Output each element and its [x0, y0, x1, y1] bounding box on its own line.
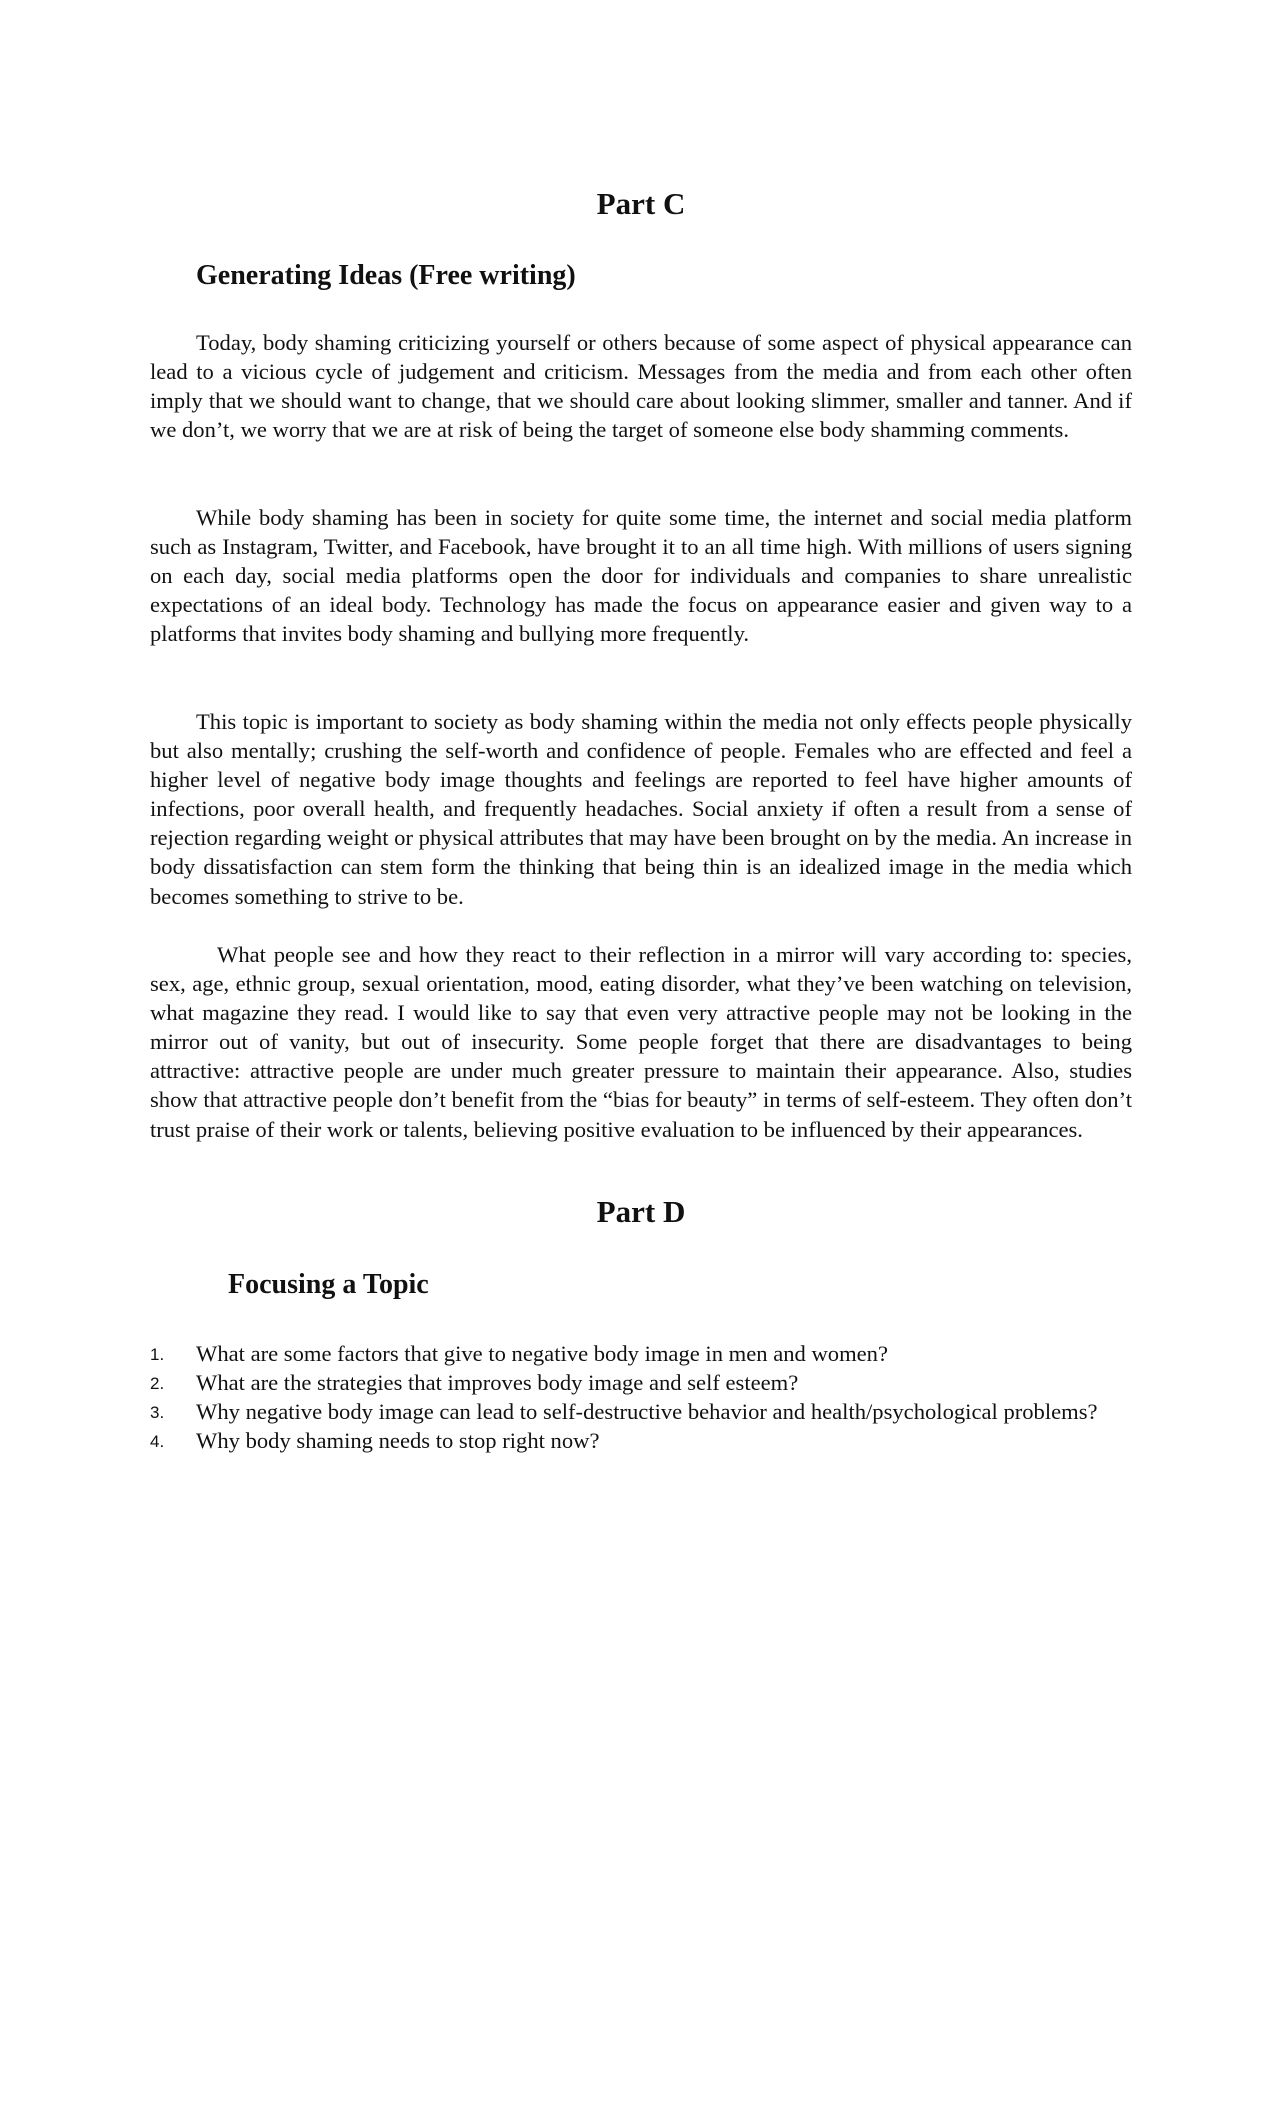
list-item-text: Why negative body image can lead to self-destructive behavior and health/psychological problems?	[196, 1399, 1098, 1425]
part-c-paragraph-4: What people see and how they react to their reflection in a mirror will vary according to: species, sex, age, ethnic group, sexual orientation, mood, eating disorder, what they’ve been watching on television, what magazine they read. I would like to say that even very attractive people may not be looking in the mirror out of vanity, but out of insecurity. Some people forget that there are disadvantages to being attractive: attractive people are under much greater pressure to maintain their appearance. Also, studies show that attractive people don’t benefit from the “bias for beauty” in terms of self-esteem. They often don’t trust praise of their work or talents, believing positive evaluation to be influenced by their appearances.	[150, 942, 1132, 1142]
part-c-paragraph-2: While body shaming has been in society for quite some time, the internet and social media platform such as Instagram, Twitter, and Facebook, have brought it to an all time high. With millions of users signing on each day, social media platforms open the door for individuals and companies to share unrealistic expectations of an ideal body. Technology has made the focus on appearance easier and given way to a platforms that invites body shaming and bullying more frequently.	[150, 505, 1132, 647]
part-c-paragraph-1: Today, body shaming criticizing yourself or others because of some aspect of physical appearance can lead to a vicious cycle of judgement and criticism. Messages from the media and from each other often imply that we should want to change, that we should care about looking slimmer, smaller and tanner. And if we don’t, we worry that we are at risk of being the target of someone else body shamming comments.	[150, 330, 1132, 443]
list-item-number: 2.	[150, 1374, 165, 1394]
part-d-heading: Part D	[596, 1194, 686, 1229]
list-item	[150, 1426, 1132, 1455]
part-c-heading: Part C	[596, 186, 686, 221]
list-item-number: 4.	[150, 1432, 165, 1452]
list-item	[150, 1397, 1132, 1426]
topic-question-list	[150, 1339, 1132, 1455]
list-item	[150, 1368, 1132, 1397]
list-item-number: 3.	[150, 1403, 165, 1423]
list-item-text: What are some factors that give to negative body image in men and women?	[196, 1341, 889, 1366]
list-item-number: 1.	[150, 1345, 165, 1364]
list-item-text: Why body shaming needs to stop right now?	[196, 1428, 600, 1454]
part-d-subheading: Focusing a Topic	[228, 1269, 429, 1300]
part-c-subheading: Generating Ideas (Free writing)	[196, 260, 576, 291]
part-c-paragraph-3: This topic is important to society as body shaming within the media not only effects people physically but also mentally; crushing the self-worth and confidence of people. Females who are effected and feel a higher level of negative body image thoughts and feelings are reported to feel have higher amounts of infections, poor overall health, and frequently headaches. Social anxiety if often a result from a sense of rejection regarding weight or physical attributes that may have been brought on by the media. An increase in body dissatisfaction can stem form the thinking that being thin is an idealized image in the media which becomes something to strive to be.	[150, 709, 1132, 909]
list-item	[150, 1339, 1132, 1368]
list-item-text: What are the strategies that improves body image and self esteem?	[196, 1370, 799, 1396]
